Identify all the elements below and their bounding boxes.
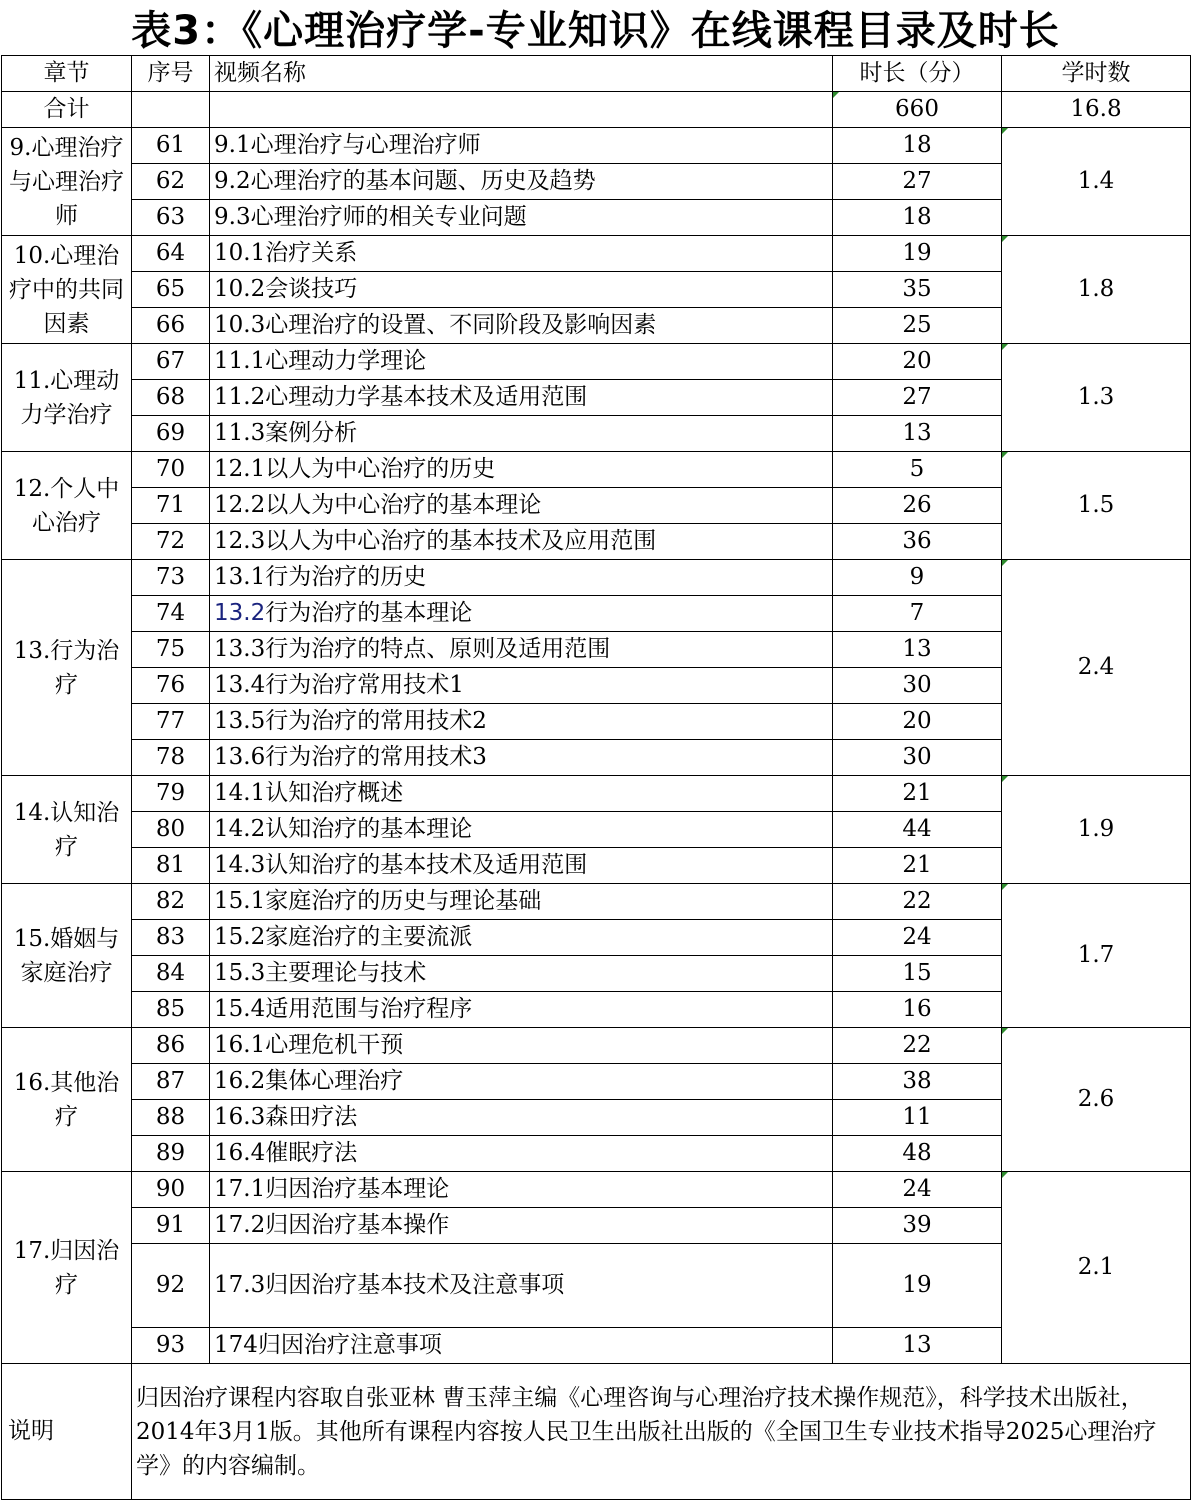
duration-cell: 21 bbox=[833, 776, 1002, 812]
note-text: 归因治疗课程内容取自张亚林 曹玉萍主编《心理咨询与心理治疗技术操作规范》，科学技术出版社，2014年3月1版。其他所有课程内容按人民卫生出版社出版的《全国卫生专业技术指导2025心理治疗学》的内容编制。 bbox=[132, 1364, 1191, 1500]
header-duration: 时长（分） bbox=[833, 56, 1002, 92]
table-row bbox=[2, 776, 1191, 812]
chapter-name: 10.心理治疗中的共同因素 bbox=[2, 236, 132, 344]
duration-cell: 5 bbox=[833, 452, 1002, 488]
seq-cell: 93 bbox=[132, 1328, 210, 1364]
video-title-cell: 174归因治疗注意事项 bbox=[210, 1328, 833, 1364]
duration-cell: 24 bbox=[833, 1172, 1002, 1208]
seq-cell: 88 bbox=[132, 1100, 210, 1136]
table-row bbox=[2, 128, 1191, 164]
header-chapter: 章节 bbox=[2, 56, 132, 92]
video-title-cell: 10.1治疗关系 bbox=[210, 236, 833, 272]
chapter-hours: 1.9 bbox=[1002, 776, 1191, 884]
seq-cell: 63 bbox=[132, 200, 210, 236]
video-title-cell: 14.3认知治疗的基本技术及适用范围 bbox=[210, 848, 833, 884]
chapter-name: 16.其他治疗 bbox=[2, 1028, 132, 1172]
duration-cell: 20 bbox=[833, 344, 1002, 380]
duration-cell: 27 bbox=[833, 380, 1002, 416]
table-row bbox=[2, 452, 1191, 488]
seq-cell: 76 bbox=[132, 668, 210, 704]
duration-cell: 19 bbox=[833, 1244, 1002, 1328]
duration-cell: 25 bbox=[833, 308, 1002, 344]
seq-cell: 90 bbox=[132, 1172, 210, 1208]
video-title-cell: 12.2以人为中心治疗的基本理论 bbox=[210, 488, 833, 524]
video-title-cell: 17.3归因治疗基本技术及注意事项 bbox=[210, 1244, 833, 1328]
duration-cell: 20 bbox=[833, 704, 1002, 740]
video-title-cell: 16.4催眠疗法 bbox=[210, 1136, 833, 1172]
video-title-cell: 12.1以人为中心治疗的历史 bbox=[210, 452, 833, 488]
video-title-cell: 15.1家庭治疗的历史与理论基础 bbox=[210, 884, 833, 920]
duration-cell: 13 bbox=[833, 1328, 1002, 1364]
seq-cell: 69 bbox=[132, 416, 210, 452]
chapter-hours: 1.8 bbox=[1002, 236, 1191, 344]
seq-cell: 78 bbox=[132, 740, 210, 776]
video-title-cell: 12.3以人为中心治疗的基本技术及应用范围 bbox=[210, 524, 833, 560]
table-row bbox=[2, 884, 1191, 920]
video-title-text: 行为治疗的基本理论 bbox=[265, 599, 473, 626]
duration-cell: 9 bbox=[833, 560, 1002, 596]
header-hours: 学时数 bbox=[1002, 56, 1191, 92]
total-row bbox=[2, 92, 1191, 128]
chapter-hours: 2.1 bbox=[1002, 1172, 1191, 1364]
video-title-cell: 9.1心理治疗与心理治疗师 bbox=[210, 128, 833, 164]
header-name: 视频名称 bbox=[210, 56, 833, 92]
duration-cell: 26 bbox=[833, 488, 1002, 524]
seq-cell: 66 bbox=[132, 308, 210, 344]
seq-cell: 62 bbox=[132, 164, 210, 200]
video-title-cell: 15.3主要理论与技术 bbox=[210, 956, 833, 992]
duration-cell: 19 bbox=[833, 236, 1002, 272]
duration-cell: 15 bbox=[833, 956, 1002, 992]
video-title-cell bbox=[210, 596, 833, 632]
duration-cell: 36 bbox=[833, 524, 1002, 560]
chapter-name: 11.心理动力学治疗 bbox=[2, 344, 132, 452]
video-title-cell: 15.2家庭治疗的主要流派 bbox=[210, 920, 833, 956]
duration-cell: 22 bbox=[833, 884, 1002, 920]
note-label: 说明 bbox=[2, 1364, 132, 1500]
duration-cell: 30 bbox=[833, 740, 1002, 776]
duration-cell: 21 bbox=[833, 848, 1002, 884]
chapter-name: 15.婚姻与家庭治疗 bbox=[2, 884, 132, 1028]
duration-cell: 11 bbox=[833, 1100, 1002, 1136]
video-title-cell: 15.4适用范围与治疗程序 bbox=[210, 992, 833, 1028]
duration-cell: 18 bbox=[833, 200, 1002, 236]
seq-cell: 87 bbox=[132, 1064, 210, 1100]
total-seq-empty bbox=[132, 92, 210, 128]
video-title-cell: 13.1行为治疗的历史 bbox=[210, 560, 833, 596]
video-title-cell: 11.3案例分析 bbox=[210, 416, 833, 452]
duration-cell: 13 bbox=[833, 416, 1002, 452]
seq-cell: 67 bbox=[132, 344, 210, 380]
header-row bbox=[2, 56, 1191, 92]
video-title-cell: 14.2认知治疗的基本理论 bbox=[210, 812, 833, 848]
duration-cell: 30 bbox=[833, 668, 1002, 704]
seq-cell: 73 bbox=[132, 560, 210, 596]
chapter-hours: 1.5 bbox=[1002, 452, 1191, 560]
duration-cell: 44 bbox=[833, 812, 1002, 848]
seq-cell: 71 bbox=[132, 488, 210, 524]
duration-cell: 39 bbox=[833, 1208, 1002, 1244]
video-title-cell: 16.3森田疗法 bbox=[210, 1100, 833, 1136]
video-title-cell: 13.3行为治疗的特点、原则及适用范围 bbox=[210, 632, 833, 668]
chapter-hours: 1.3 bbox=[1002, 344, 1191, 452]
seq-cell: 81 bbox=[132, 848, 210, 884]
chapter-hours: 1.7 bbox=[1002, 884, 1191, 1028]
video-title-cell: 13.6行为治疗的常用技术3 bbox=[210, 740, 833, 776]
chapter-name: 12.个人中心治疗 bbox=[2, 452, 132, 560]
table-row bbox=[2, 1028, 1191, 1064]
duration-cell: 27 bbox=[833, 164, 1002, 200]
duration-cell: 38 bbox=[833, 1064, 1002, 1100]
total-duration: 660 bbox=[833, 92, 1002, 128]
seq-cell: 82 bbox=[132, 884, 210, 920]
duration-cell: 13 bbox=[833, 632, 1002, 668]
seq-cell: 86 bbox=[132, 1028, 210, 1064]
duration-cell: 22 bbox=[833, 1028, 1002, 1064]
video-title-cell: 11.2心理动力学基本技术及适用范围 bbox=[210, 380, 833, 416]
header-seq: 序号 bbox=[132, 56, 210, 92]
seq-cell: 61 bbox=[132, 128, 210, 164]
video-title-cell: 17.1归因治疗基本理论 bbox=[210, 1172, 833, 1208]
seq-cell: 68 bbox=[132, 380, 210, 416]
total-name-empty bbox=[210, 92, 833, 128]
video-title-cell: 13.5行为治疗的常用技术2 bbox=[210, 704, 833, 740]
seq-cell: 64 bbox=[132, 236, 210, 272]
chapter-name: 14.认知治疗 bbox=[2, 776, 132, 884]
seq-cell: 80 bbox=[132, 812, 210, 848]
video-title-cell: 9.3心理治疗师的相关专业问题 bbox=[210, 200, 833, 236]
video-title-cell: 13.4行为治疗常用技术1 bbox=[210, 668, 833, 704]
chapter-name: 13.行为治疗 bbox=[2, 560, 132, 776]
seq-cell: 89 bbox=[132, 1136, 210, 1172]
chapter-hours: 2.4 bbox=[1002, 560, 1191, 776]
duration-cell: 7 bbox=[833, 596, 1002, 632]
seq-cell: 79 bbox=[132, 776, 210, 812]
duration-cell: 16 bbox=[833, 992, 1002, 1028]
duration-cell: 48 bbox=[833, 1136, 1002, 1172]
video-title-cell: 11.1心理动力学理论 bbox=[210, 344, 833, 380]
total-label: 合计 bbox=[2, 92, 132, 128]
chapter-name: 9.心理治疗与心理治疗师 bbox=[2, 128, 132, 236]
video-title-cell: 10.3心理治疗的设置、不同阶段及影响因素 bbox=[210, 308, 833, 344]
seq-cell: 74 bbox=[132, 596, 210, 632]
table-row bbox=[2, 236, 1191, 272]
video-title-number: 13.2 bbox=[214, 599, 266, 626]
chapter-hours: 1.4 bbox=[1002, 128, 1191, 236]
chapter-hours: 2.6 bbox=[1002, 1028, 1191, 1172]
video-title-cell: 16.1心理危机干预 bbox=[210, 1028, 833, 1064]
seq-cell: 72 bbox=[132, 524, 210, 560]
seq-cell: 91 bbox=[132, 1208, 210, 1244]
duration-cell: 35 bbox=[833, 272, 1002, 308]
seq-cell: 70 bbox=[132, 452, 210, 488]
video-title-cell: 14.1认知治疗概述 bbox=[210, 776, 833, 812]
seq-cell: 85 bbox=[132, 992, 210, 1028]
seq-cell: 75 bbox=[132, 632, 210, 668]
seq-cell: 92 bbox=[132, 1244, 210, 1328]
page-title: 表3：《心理治疗学-专业知识》在线课程目录及时长 bbox=[131, 8, 1060, 54]
table-row bbox=[2, 1172, 1191, 1208]
seq-cell: 83 bbox=[132, 920, 210, 956]
video-title-cell: 10.2会谈技巧 bbox=[210, 272, 833, 308]
seq-cell: 77 bbox=[132, 704, 210, 740]
table-row bbox=[2, 344, 1191, 380]
course-table bbox=[1, 55, 1191, 1500]
video-title-cell: 16.2集体心理治疗 bbox=[210, 1064, 833, 1100]
total-hours: 16.8 bbox=[1002, 92, 1191, 128]
seq-cell: 84 bbox=[132, 956, 210, 992]
video-title-cell: 9.2心理治疗的基本问题、历史及趋势 bbox=[210, 164, 833, 200]
table-row bbox=[2, 560, 1191, 596]
seq-cell: 65 bbox=[132, 272, 210, 308]
chapter-name: 17.归因治疗 bbox=[2, 1172, 132, 1364]
video-title-cell: 17.2归因治疗基本操作 bbox=[210, 1208, 833, 1244]
note-row bbox=[2, 1364, 1191, 1500]
duration-cell: 24 bbox=[833, 920, 1002, 956]
duration-cell: 18 bbox=[833, 128, 1002, 164]
